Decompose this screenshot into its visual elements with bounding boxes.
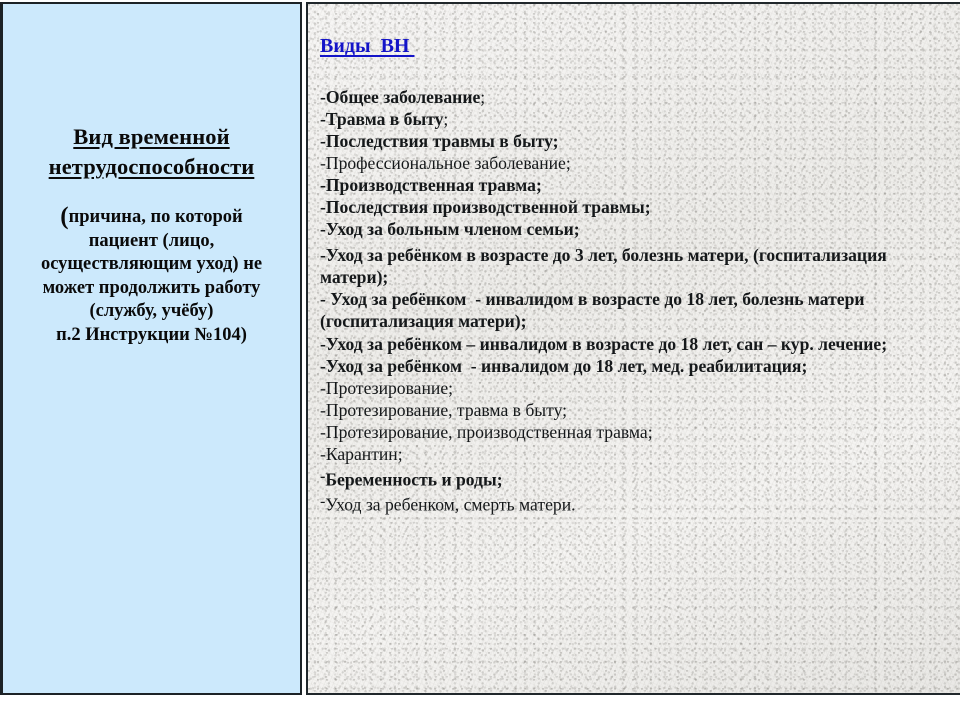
vn-list-item <box>320 130 956 152</box>
vn-list-item <box>320 333 956 355</box>
vn-types-heading: Виды ВН <box>320 35 415 57</box>
left-panel-subtitle-line-4: (службу, учёбу) <box>89 301 214 321</box>
left-panel-subtitle-text-0: причина, по которой <box>68 207 243 227</box>
vn-list-item <box>320 218 956 240</box>
vn-list-item-text: -Общее заболевание <box>320 87 481 107</box>
vn-list-item-text: Уход за ребенком, смерть матери. <box>325 494 576 515</box>
left-panel-subtitle <box>13 203 290 347</box>
vn-list-item-text: -Протезирование; <box>320 377 454 398</box>
left-panel-title <box>13 122 290 182</box>
vn-list-item-text: -Протезирование, травма в быту; <box>320 399 568 420</box>
vn-list-item <box>320 421 956 443</box>
vn-list-item <box>320 399 956 421</box>
vn-list-item <box>320 377 956 399</box>
vn-list-item-text: -Последствия травмы в быту; <box>320 131 559 152</box>
left-panel-subtitle-line-0 <box>13 203 290 230</box>
vn-list-item <box>320 443 956 465</box>
left-panel-subtitle-line-1: пациент (лицо, <box>88 230 215 251</box>
vn-list-item-text: -Уход за больным членом семьи; <box>320 219 580 240</box>
vn-list-item-punctuation: ; <box>480 87 486 107</box>
vn-list-item <box>320 355 956 377</box>
vn-list-item-text: -Последствия производственной травмы; <box>320 197 651 218</box>
vn-list-item <box>320 288 956 332</box>
vn-list-item-text: -Профессиональное заболевание; <box>320 153 571 174</box>
vn-list-item-text: - Уход за ребёнком - инвалидом в возрасте до 18 лет, болезнь матери (госпитализация матери); <box>320 289 869 332</box>
vn-list-item-text: -Уход за ребёнком – инвалидом в возрасте до 18 лет, сан – кур. лечение; <box>320 333 888 354</box>
bottom-white-strip <box>0 696 960 720</box>
left-panel-title-line1: Вид временной <box>73 124 230 149</box>
open-paren-glyph: ( <box>60 203 69 230</box>
right-content-panel <box>306 2 960 695</box>
left-definition-panel <box>0 2 302 695</box>
vn-list-item <box>320 244 956 288</box>
vn-list-item-text: -Карантин; <box>320 443 403 464</box>
vn-list-item-text: -Уход за ребёнком - инвалидом до 18 лет, мед. реабилитация; <box>320 355 808 376</box>
left-panel-subtitle-line-5: п.2 Инструкции №104) <box>56 324 247 345</box>
vn-list-item <box>320 152 956 174</box>
vn-list-item-text: -Травма в быту <box>320 109 444 130</box>
vn-list-item <box>320 174 956 196</box>
left-panel-subtitle-line-3: может продолжить работу <box>42 277 261 298</box>
vn-list-item-text: -Производственная травма; <box>320 175 542 196</box>
vn-types-list <box>320 86 956 516</box>
right-panel-inner <box>318 4 956 693</box>
vn-list-item-text: -Уход за ребёнком в возрасте до 3 лет, болезнь матери, (госпитализация матери); <box>320 245 892 288</box>
vn-list-item <box>320 465 956 491</box>
vn-list-item-punctuation: ; <box>443 109 449 130</box>
vn-list-item <box>320 108 956 130</box>
vn-list-item <box>320 196 956 218</box>
vn-list-item-text: Беременность и роды; <box>325 469 503 490</box>
vn-list-item-text: -Протезирование, производственная травма; <box>320 421 653 442</box>
left-panel-subtitle-line-2: осуществляющим уход) не <box>40 254 263 274</box>
left-panel-title-line2: нетрудоспособности <box>48 154 255 179</box>
vn-list-item <box>320 490 956 516</box>
vn-list-item <box>320 86 956 108</box>
